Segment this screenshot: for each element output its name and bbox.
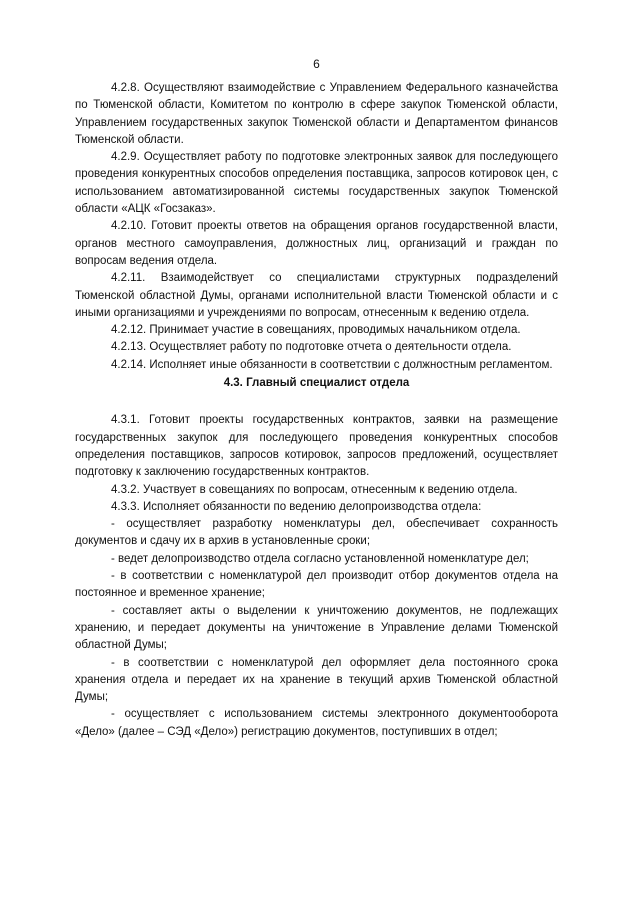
paragraph-4-2-12: 4.2.12. Принимает участие в совещаниях, проводимых начальником отдела. <box>111 324 521 337</box>
section-4-3 <box>75 412 558 741</box>
paragraph-4-2-13: 4.2.13. Осуществляет работу по подготовке отчета о деятельности отдела. <box>111 341 512 354</box>
paragraph-4-2-11: 4.2.11. Взаимодействует со специалистами структурных подразделений Тюменской областной Думы, органами исполнительной власти Тюменской области и с иными организациями и учреждениями по вопросам, отнесенным к ведению отдела. <box>75 272 558 319</box>
list-item-document-selection: - в соответствии с номенклатурой дел производит отбор документов отдела на постоянное и временное хранение; <box>75 570 558 600</box>
list-item-archive-transfer: - в соответствии с номенклатурой дел оформляет дела постоянного срока хранения отдела и передает их на хранение в текущий архив Тюменской областной Думы; <box>75 656 558 704</box>
page-number: 6 <box>313 57 320 71</box>
paragraph-4-2-10: 4.2.10. Готовит проекты ответов на обращения органов государственной власти, органов местного самоуправления, должностных лиц, организаций и граждан по вопросам ведения отдела. <box>75 220 558 267</box>
paragraph-4-3-3: 4.3.3. Исполняет обязанности по ведению делопроизводства отдела: <box>111 500 482 513</box>
list-item-electronic-registration: - осуществляет с использованием системы электронного документооборота «Дело» (далее – СЭД «Дело») регистрацию документов, поступивших в отдел; <box>75 708 558 738</box>
list-item-records-management: - ведет делопроизводство отдела согласно установленной номенклатуре дел; <box>111 552 529 565</box>
section-title: 4.3. Главный специалист отдела <box>223 377 410 390</box>
paragraph-4-2-8: 4.2.8. Осуществляют взаимодействие с Управлением Федерального казначейства по Тюменской области, Комитетом по контролю в сфере закупок Тюменской области, Управлением государственных закупок Тюменской области и Департаментом финансов Тюменской области. <box>75 82 558 146</box>
paragraph-4-3-1: 4.3.1. Готовит проекты государственных контрактов, заявки на размещение государственных закупок для последующего проведения конкурентных способов определения поставщиков, запросов котировок, запросов предложений, осуществляет подготовку к заключению государственных контрактов. <box>75 414 558 479</box>
list-item-nomenclature: - осуществляет разработку номенклатуры дел, обеспечивает сохранность документов и сдачу их в архив в установленные сроки; <box>75 518 558 548</box>
paragraph-4-3-2: 4.3.2. Участвует в совещаниях по вопросам, отнесенным к ведению отдела. <box>111 483 518 496</box>
paragraph-4-2-9: 4.2.9. Осуществляет работу по подготовке электронных заявок для последующего проведения конкурентных способов определения поставщика, запросов котировок цен, с использованием автоматизированной системы государственных закупок Тюменской области «АЦК «Госзаказ». <box>75 151 558 216</box>
list-item-destruction-acts: - составляет акты о выделении к уничтожению документов, не подлежащих хранению, и передает документы на уничтожение в Управление делами Тюменской областной Думы; <box>75 604 558 652</box>
section-4-2-continued <box>75 80 558 374</box>
paragraph-4-2-14: 4.2.14. Исполняет иные обязанности в соответствии с должностным регламентом. <box>111 358 553 371</box>
